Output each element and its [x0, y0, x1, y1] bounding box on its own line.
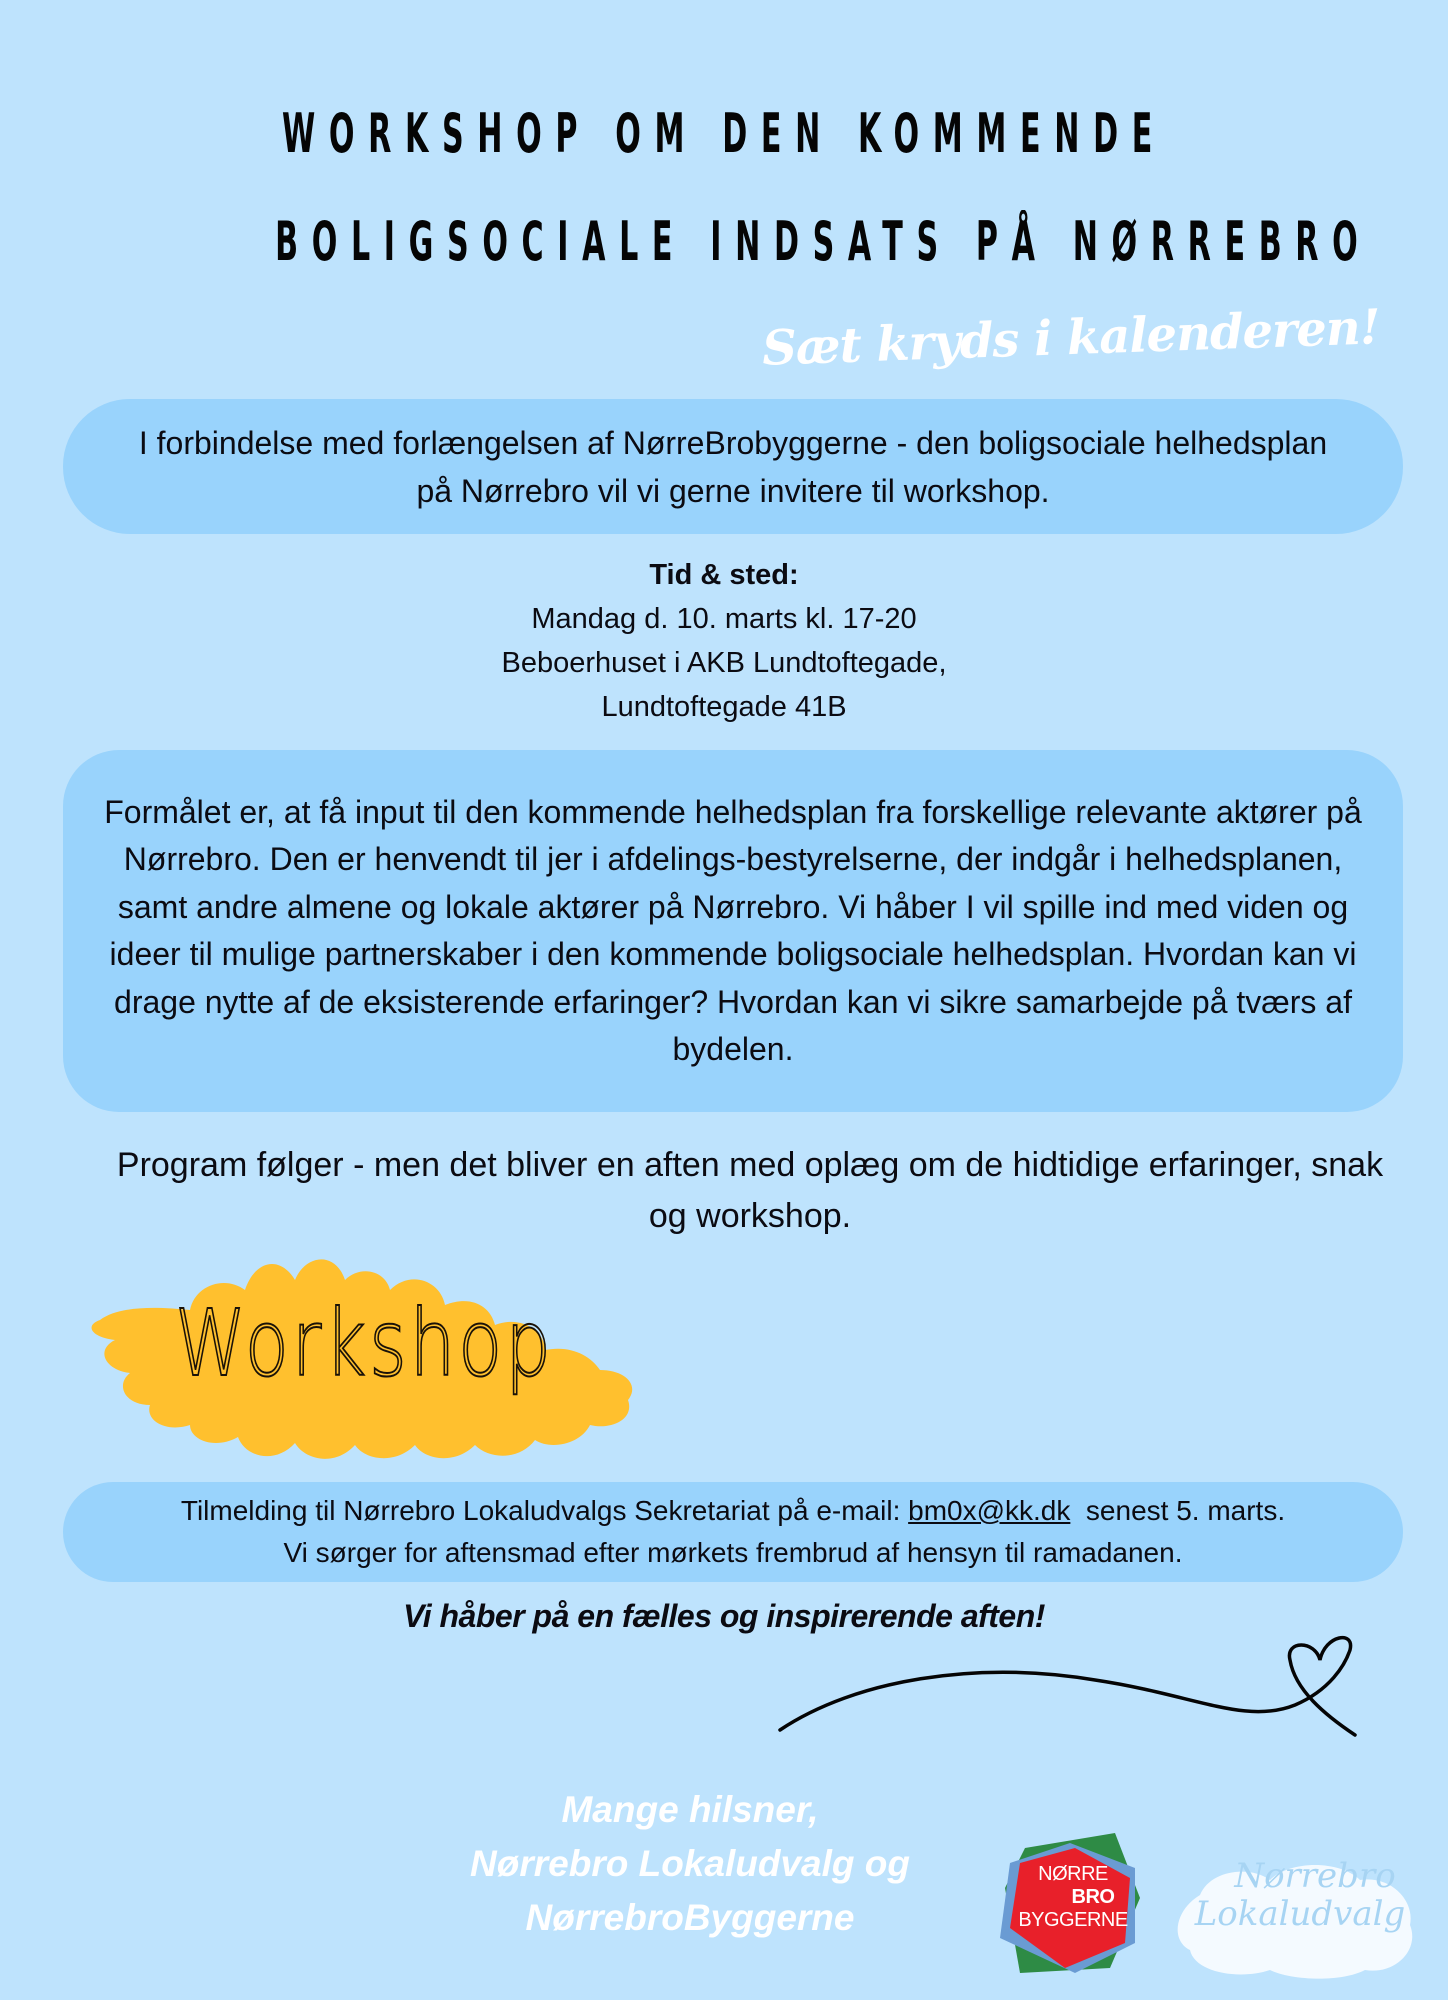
logo-nb-line-1: NØRRE — [1038, 1863, 1108, 1885]
signup-line-2: Vi sørger for aftensmad efter mørkets frembrud af hensyn til ramadanen. — [283, 1537, 1183, 1568]
logo-nb-line-2: BRO — [1071, 1886, 1115, 1908]
workshop-badge-text: Workshop — [175, 1290, 554, 1397]
heart-squiggle-icon — [775, 1635, 1365, 1750]
signup-prefix: Tilmelding til Nørrebro Lokaludvalgs Sekretariat på e-mail: — [180, 1495, 909, 1526]
subtitle: Sæt kryds i kalenderen! — [761, 299, 1381, 377]
signoff — [380, 1783, 1000, 1945]
signup-box — [63, 1482, 1403, 1582]
signup-line-1 — [181, 1490, 1285, 1532]
time-place — [0, 553, 1448, 729]
norrebrobyggerne-logo-text — [1003, 1863, 1143, 1932]
signup-email-link[interactable]: bm0x@kk.dk — [908, 1495, 1071, 1526]
signoff-line-1: Mange hilsner, — [561, 1789, 819, 1830]
title-line-1: WORKSHOP OM DEN KOMMENDE — [282, 102, 1166, 165]
signoff-line-3: NørrebroByggerne — [525, 1897, 855, 1938]
purpose-text: Formålet er, at få input til den kommende helhedsplan fra forskellige relevante aktører på Nørrebro. Den er henvendt til jer i afdelings-bestyrelserne, der indgår i helhedsplanen, samt andre almene og lokale aktører på Nørrebro. Vi håber I vil spille ind med viden og ideer til mulige partnerskaber i den kommende boligsociale helhedsplan. Hvordan kan vi drage nytte af de eksisterende erfaringer? Hvordan kan vi sikre samarbejde på tværs af bydelen. — [104, 793, 1362, 1067]
norrebro-lokaludvalg-logo-text — [1185, 1857, 1415, 1933]
time-place-label: Tid & sted: — [649, 559, 799, 591]
purpose-box — [63, 750, 1403, 1112]
event-address: Lundtoftegade 41B — [601, 691, 847, 723]
logo-lu-line-1: Nørrebro — [1234, 1856, 1396, 1896]
event-date: Mandag d. 10. marts kl. 17-20 — [531, 603, 917, 635]
signoff-line-2: Nørrebro Lokaludvalg og — [470, 1843, 910, 1884]
closing-text: Vi håber på en fælles og inspirerende aften! — [403, 1598, 1045, 1634]
signup-suffix: senest 5. marts. — [1070, 1495, 1286, 1526]
program-text: Program følger - men det bliver en aften med oplæg om de hidtidige erfaringer, snak og workshop. — [116, 1146, 1384, 1235]
intro-box — [63, 399, 1403, 534]
title-line-2: BOLIGSOCIALE INDSATS PÅ NØRREBRO — [275, 210, 1372, 273]
logo-nb-line-3: BYGGERNE — [1018, 1909, 1128, 1931]
event-venue: Beboerhuset i AKB Lundtoftegade, — [501, 647, 947, 679]
logo-lu-line-2: Lokaludvalg — [1194, 1894, 1406, 1934]
intro-text: I forbindelse med forlængelsen af NørreBrobyggerne - den boligsociale helhedsplan på Nørrebro vil vi gerne invitere til workshop. — [138, 424, 1328, 509]
